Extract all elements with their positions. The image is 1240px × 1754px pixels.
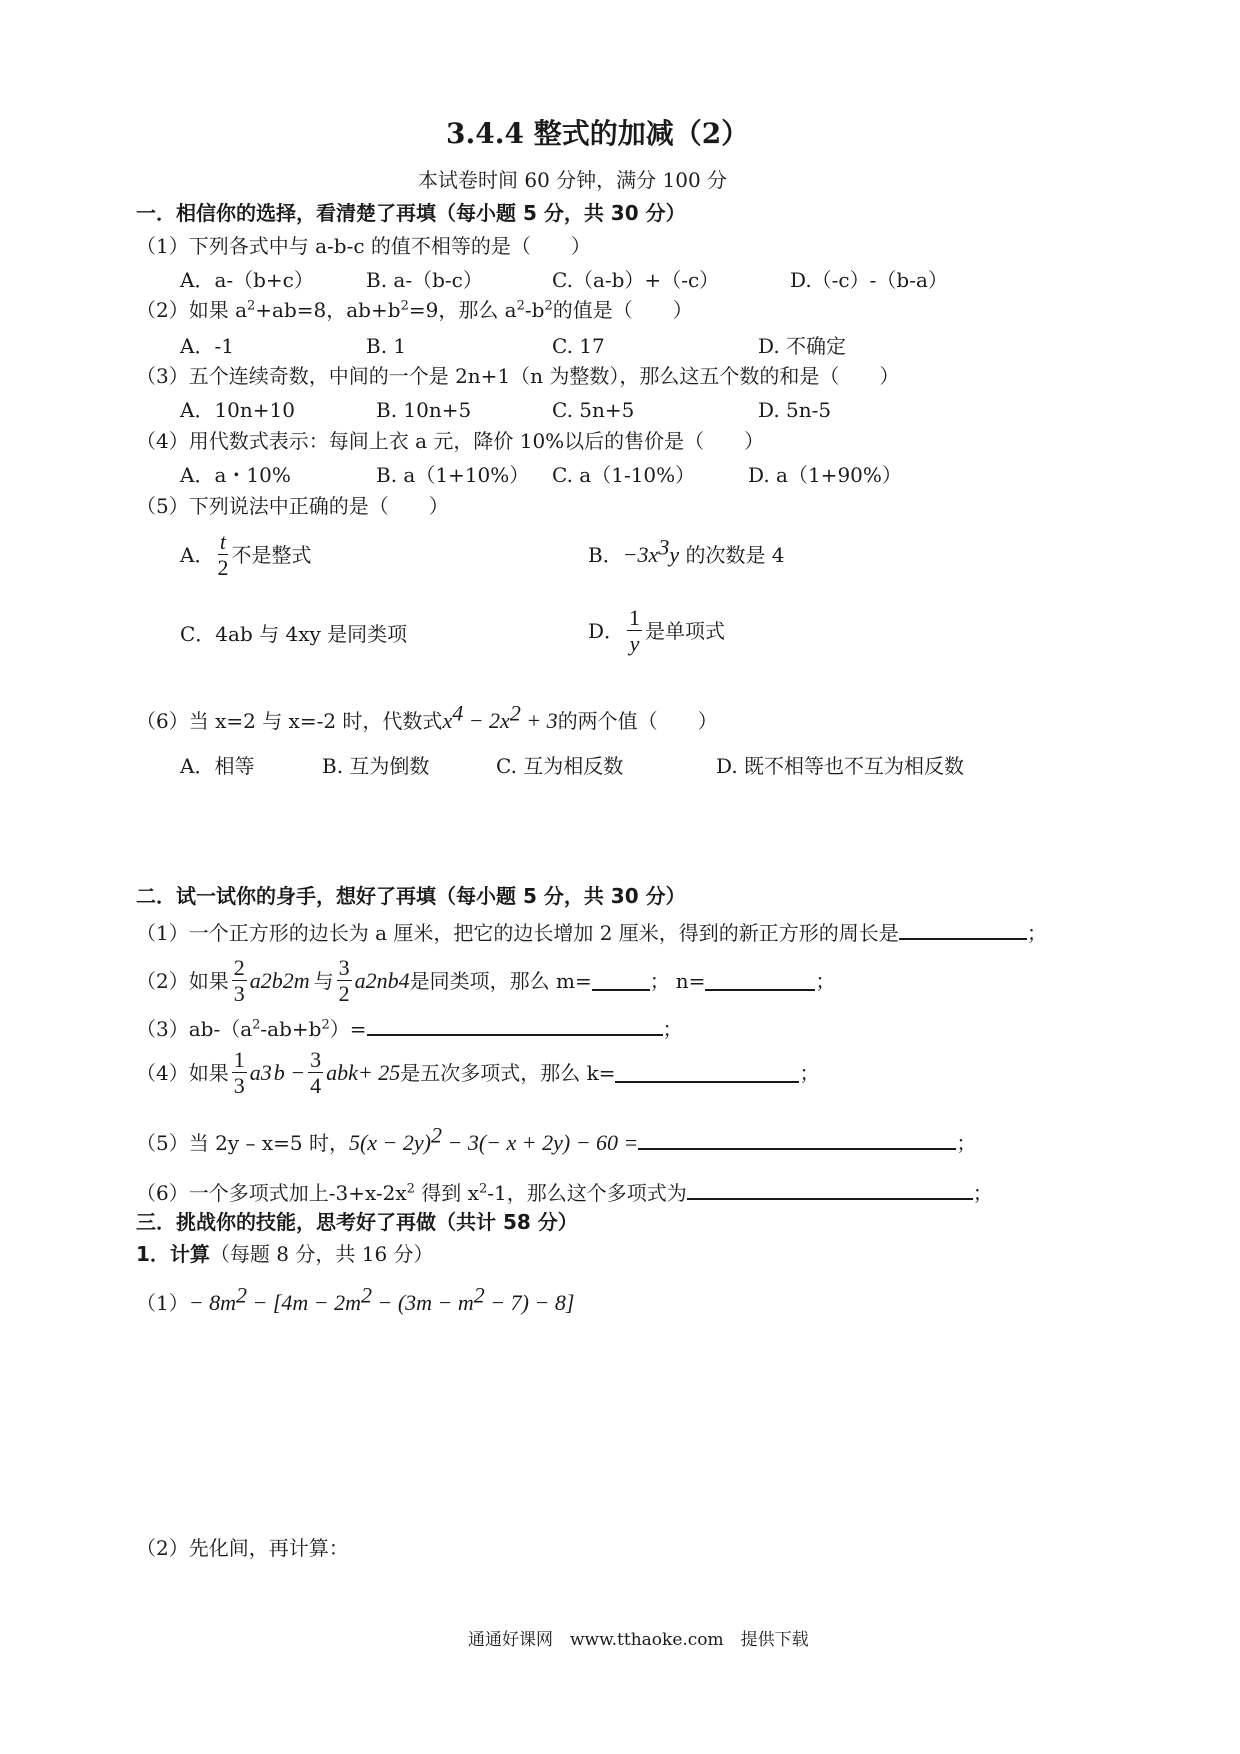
p1-q6-option-c: C. 互为相反数: [496, 754, 624, 778]
p1-q2-stem: （2）如果 $a^2+ab=8$，$ab+b^2=9$，那么 $a^2-b^2$的值是（ ）: [136, 298, 693, 322]
fraction-t-over-2: $\frac{t}{2}$: [217, 529, 229, 581]
answer-blank-m[interactable]: [592, 971, 650, 991]
fraction-3-over-4: $\frac{3}{4}$: [310, 1047, 322, 1099]
p1-q6-option-d: D. 既不相等也不互为相反数: [716, 754, 965, 778]
p1-q2-option-c: C. 17: [552, 334, 605, 358]
p1-q5-option-d: D． $\frac{1}{y}$ 是单项式: [588, 605, 726, 657]
p1-q3-option-c: C. 5n+5: [552, 398, 635, 422]
p1-q2-option-b: B. 1: [366, 334, 407, 358]
p2-q1: （1）一个正方形的边长为 a 厘米，把它的边长增加 2 厘米，得到的新正方形的周长是 ；: [136, 921, 1047, 945]
section-1-heading: 一．相信你的选择，看清楚了再填（每小题 5 分，共 30 分）: [136, 201, 686, 225]
p1-q5-option-b: B．$-3x^3y$ 的次数是 4: [588, 534, 785, 567]
p1-q2-option-d: D. 不确定: [758, 334, 847, 358]
p2-q5: （5）当 2y – x=5 时，$5(x - 2y)^2 - 3(- x + 2y) - 60$ = ；: [136, 1122, 977, 1155]
p1-q3-stem: （3）五个连续奇数，中间的一个是 2n+1（n 为整数），那么这五个数的和是（ ）: [136, 364, 900, 388]
footer-credit: 通通好课网 www.tthaoke.com 提供下载: [468, 1630, 809, 1650]
p2-q3: $(3)ab-(a^2-ab+b^2)=$ ；: [136, 1017, 683, 1041]
p3-q1: $(1)- 8m^2 - [4m - 2m^2 - (3m - m^2 - 7) - 8]$: [136, 1282, 575, 1315]
p1-q5-stem: （5）下列说法中正确的是（ ）: [136, 494, 449, 518]
answer-blank[interactable]: [638, 1130, 956, 1150]
p1-q2-option-a: A．-1: [180, 334, 234, 358]
p1-q6-stem: （6）当 x=2 与 x=-2 时，代数式$x^4 - 2x^2 + 3$的两个值（ ）: [136, 700, 718, 733]
answer-blank[interactable]: [367, 1016, 663, 1036]
answer-blank-n[interactable]: [705, 971, 815, 991]
page-title: 3.4.4 整式的加减（2）: [446, 117, 750, 150]
p1-q6-option-b: B. 互为倒数: [322, 754, 430, 778]
answer-blank-k[interactable]: [615, 1063, 799, 1083]
p1-q1-option-a: A．a-（b+c）: [180, 268, 314, 292]
exam-info: 本试卷时间 60 分钟，满分 100 分: [418, 168, 728, 192]
p1-q5-option-c: C．4ab 与 4xy 是同类项: [180, 622, 408, 646]
p1-q3-option-d: D. 5n-5: [758, 398, 832, 422]
p1-q4-stem: （4）用代数式表示：每间上衣 a 元，降价 10%以后的售价是（ ）: [136, 429, 765, 453]
p1-q6-option-a: A．相等: [180, 754, 255, 778]
answer-blank[interactable]: [687, 1180, 973, 1200]
p2-q4: （4）如果 $\frac{1}{3}$ a 3 b − $\frac{3}{4}$ ab k + 2 5 是五次多项式，那么 k= ；: [136, 1047, 820, 1099]
p1-q4-option-a: A．a・10%: [180, 463, 291, 487]
p1-q1-stem: （1）下列各式中与 a-b-c 的值不相等的是（ ）: [136, 234, 591, 258]
p1-q5-option-a: A． $\frac{t}{2}$ 不是整式: [180, 529, 312, 581]
p1-q4-option-c: C. a（1-10%）: [552, 463, 696, 487]
fraction-1-over-3: $\frac{1}{3}$: [233, 1047, 245, 1099]
p3-q2: （2）先化间，再计算：: [136, 1536, 349, 1560]
p2-q2: （2）如果 $\frac{2}{3}$ a 2 b 2m 与 $\frac{3}{2}$ a 2n b 4 是同类项，那么 m= ； n= ；: [136, 955, 836, 1007]
p1-q3-option-a: A．10n+10: [180, 398, 295, 422]
fraction-2-over-3: $\frac{2}{3}$: [233, 955, 245, 1007]
fraction-3-over-2: $\frac{3}{2}$: [338, 955, 350, 1007]
answer-blank[interactable]: [899, 920, 1027, 940]
p1-q4-option-d: D. a（1+90%）: [748, 463, 902, 487]
p1-q1-option-b: B. a-（b-c）: [366, 268, 483, 292]
p1-q1-option-d: D.（-c）-（b-a）: [790, 268, 948, 292]
p2-q6: （6）一个多项式加上$-3+x-2x^2$ 得到 $x^2-1$，那么这个多项式为 ；: [136, 1181, 993, 1205]
p1-q3-option-b: B. 10n+5: [376, 398, 472, 422]
fraction-1-over-y: $\frac{1}{y}$: [629, 605, 641, 657]
p1-q1-option-c: C.（a-b）+（-c）: [552, 268, 720, 292]
calc-heading: 1．计算（每题 8 分，共 16 分）: [136, 1242, 434, 1266]
section-2-heading: 二．试一试你的身手，想好了再填（每小题 5 分，共 30 分）: [136, 884, 686, 908]
p1-q4-option-b: B. a（1+10%）: [376, 463, 530, 487]
section-3-heading: 三．挑战你的技能，思考好了再做（共计 58 分）: [136, 1210, 578, 1234]
